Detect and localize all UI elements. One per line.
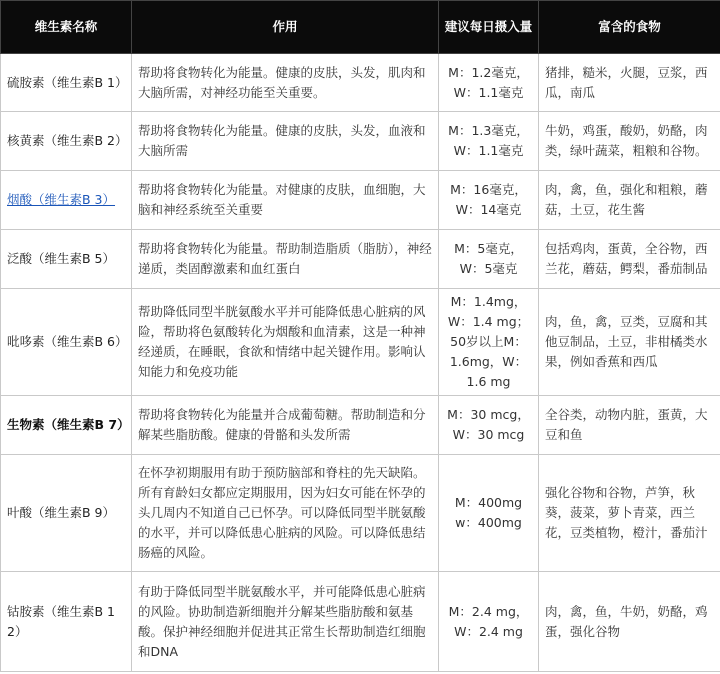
vitamin-name: 核黄素（维生素B 2） [1, 112, 132, 171]
vitamin-food: 肉，禽，鱼，牛奶，奶酪，鸡蛋，强化谷物 [539, 572, 720, 672]
vitamin-food: 猪排，糙米，火腿，豆浆，西瓜，南瓜 [539, 54, 720, 112]
header-function: 作用 [132, 1, 439, 54]
vitamin-intake: M：1.2毫克，W：1.1毫克 [439, 54, 539, 112]
header-name: 维生素名称 [1, 1, 132, 54]
vitamin-food: 肉，禽，鱼，强化和粗粮，蘑菇，土豆，花生酱 [539, 171, 720, 230]
vitamin-intake: M：16毫克，W：14毫克 [439, 171, 539, 230]
vitamin-name: 叶酸（维生素B 9） [1, 455, 132, 572]
vitamin-function: 帮助将食物转化为能量。帮助制造脂质（脂肪），神经递质，类固醇激素和血红蛋白 [132, 230, 439, 289]
vitamin-name: 泛酸（维生素B 5） [1, 230, 132, 289]
header-food: 富含的食物 [539, 1, 720, 54]
vitamin-food: 强化谷物和谷物，芦笋，秋葵，菠菜，萝卜青菜，西兰花，豆类植物，橙汁，番茄汁 [539, 455, 720, 572]
vitamin-function: 帮助将食物转化为能量并合成葡萄糖。帮助制造和分解某些脂肪酸。健康的骨骼和头发所需 [132, 396, 439, 455]
vitamin-function: 在怀孕初期服用有助于预防脑部和脊柱的先天缺陷。所有育龄妇女都应定期服用，因为妇女可能在怀孕的头几周内不知道自己已怀孕。可以降低同型半胱氨酸的水平，并可以降低患心脏病的风险。可以降低患结肠癌的风险。 [132, 455, 439, 572]
table-row [1, 396, 720, 455]
table-row [1, 572, 720, 672]
vitamin-name: 生物素（维生素B 7） [1, 396, 132, 455]
vitamin-intake: M：30 mcg，W：30 mcg [439, 396, 539, 455]
table-row [1, 171, 720, 230]
vitamin-function: 帮助将食物转化为能量。对健康的皮肤，血细胞，大脑和神经系统至关重要 [132, 171, 439, 230]
vitamin-function: 帮助将食物转化为能量。健康的皮肤，头发，血液和大脑所需 [132, 112, 439, 171]
vitamin-intake: M：5毫克，W：5毫克 [439, 230, 539, 289]
vitamin-intake: M：400mg w：400mg [439, 455, 539, 572]
vitamin-function: 帮助将食物转化为能量。健康的皮肤，头发，肌肉和大脑所需，对神经功能至关重要。 [132, 54, 439, 112]
vitamin-intake: M：1.4mg，W：1.4 mg；50岁以上M：1.6mg，W：1.6 mg [439, 289, 539, 396]
vitamin-food: 牛奶，鸡蛋，酸奶，奶酪，肉类，绿叶蔬菜，粗粮和谷物。 [539, 112, 720, 171]
table-row [1, 455, 720, 572]
table-row [1, 289, 720, 396]
vitamin-name: 硫胺素（维生素B 1） [1, 54, 132, 112]
vitamin-name: 钴胺素（维生素B 12） [1, 572, 132, 672]
vitamin-food: 肉，鱼，禽，豆类，豆腐和其他豆制品，土豆，非柑橘类水果，例如香蕉和西瓜 [539, 289, 720, 396]
table-row [1, 112, 720, 171]
vitamin-function: 有助于降低同型半胱氨酸水平，并可能降低患心脏病的风险。协助制造新细胞并分解某些脂肪酸和氨基酸。保护神经细胞并促进其正常生长帮助制造红细胞和DNA [132, 572, 439, 672]
vitamin-intake: M：2.4 mg，W：2.4 mg [439, 572, 539, 672]
header-intake: 建议每日摄入量 [439, 1, 539, 54]
vitamin-intake: M：1.3毫克，W：1.1毫克 [439, 112, 539, 171]
vitamin-name: 吡哆素（维生素B 6） [1, 289, 132, 396]
table-row [1, 54, 720, 112]
table-row [1, 230, 720, 289]
table-header-row [1, 1, 720, 54]
vitamin-food: 全谷类，动物内脏，蛋黄，大豆和鱼 [539, 396, 720, 455]
vitamin-name [1, 171, 132, 230]
vitamin-food: 包括鸡肉，蛋黄，全谷物，西兰花，蘑菇，鳄梨，番茄制品 [539, 230, 720, 289]
vitamin-name-link[interactable]: 烟酸（维生素B 3） [7, 192, 116, 207]
vitamin-function: 帮助降低同型半胱氨酸水平并可能降低患心脏病的风险，帮助将色氨酸转化为烟酸和血清素，这是一种神经递质，在睡眠，食欲和情绪中起关键作用。影响认知能力和免疫功能 [132, 289, 439, 396]
